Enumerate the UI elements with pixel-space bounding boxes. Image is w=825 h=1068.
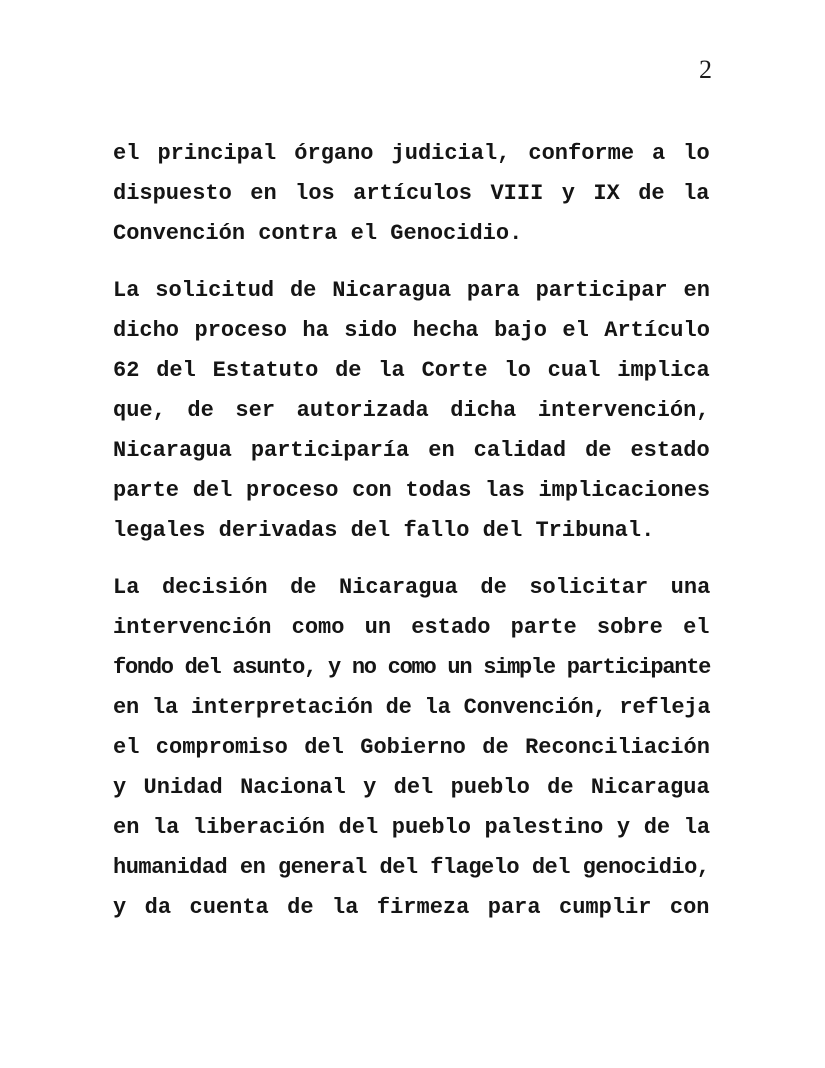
text-line: 62 del Estatuto de la Corte lo cual implica: [113, 358, 710, 383]
document-body: [113, 134, 710, 945]
text-line: en la interpretación de la Convención, refleja: [113, 695, 711, 720]
paragraph: [113, 134, 710, 254]
text-line: Nicaragua participaría en calidad de estado: [113, 438, 710, 463]
text-line: dicho proceso ha sido hecha bajo el Artículo: [113, 318, 710, 343]
text-line: que, de ser autorizada dicha intervención,: [113, 398, 710, 423]
text-line: La decisión de Nicaragua de solicitar una: [113, 575, 711, 600]
text-line: fondo del asunto, y no como un simple participante: [113, 655, 711, 680]
text-line: el compromiso del Gobierno de Reconciliación: [113, 735, 710, 760]
paragraph: [113, 271, 710, 551]
text-line: intervención como un estado parte sobre el: [113, 615, 710, 640]
text-line: el principal órgano judicial, conforme a lo: [113, 141, 710, 166]
text-line: en la liberación del pueblo palestino y de la: [113, 815, 711, 840]
text-line: dispuesto en los artículos VIII y IX de la: [113, 181, 710, 206]
text-line: legales derivadas del fallo del Tribunal.: [113, 518, 655, 543]
text-line: La solicitud de Nicaragua para participar en: [113, 278, 710, 303]
text-line: y Unidad Nacional y del pueblo de Nicaragua: [113, 775, 710, 800]
page-number: 2: [699, 55, 712, 84]
paragraph: [113, 568, 710, 928]
text-line: humanidad en general del flagelo del genocidio,: [113, 855, 710, 880]
text-line: Convención contra el Genocidio.: [113, 221, 523, 246]
text-line: parte del proceso con todas las implicaciones: [113, 478, 711, 503]
text-line: y da cuenta de la firmeza para cumplir con: [113, 895, 710, 920]
